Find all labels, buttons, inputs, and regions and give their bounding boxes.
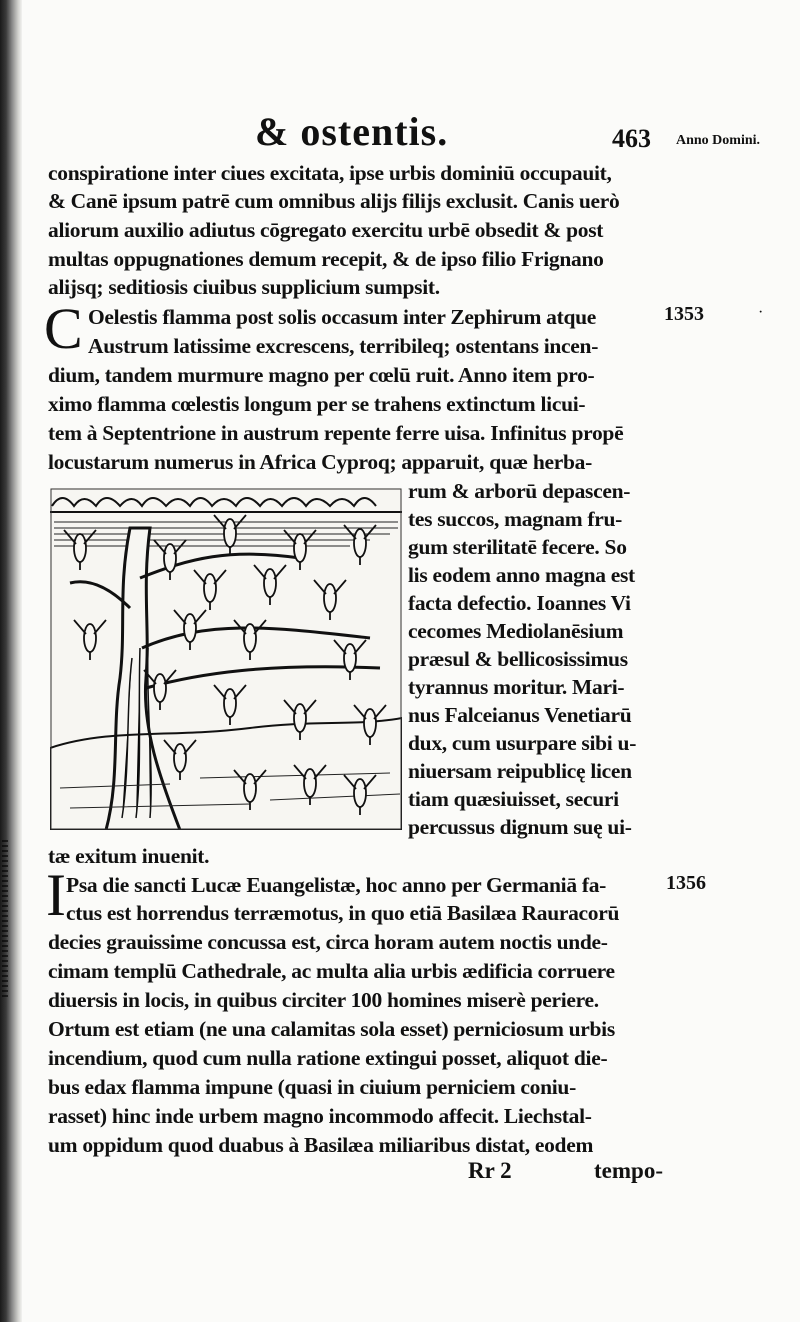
text-line: cimam templū Cathedrale, ac multa alia urbis ædificia corruere [48,959,615,983]
text-line: Ortum est etiam (ne una calamitas sola esset) perniciosum urbis [48,1017,615,1041]
text-line: tiam quæsiuisset, securi [408,787,619,811]
text-line: tes succos, magnam fru- [408,507,623,531]
text-line: facta defectio. Ioannes Vi [408,591,631,615]
text-line: diuersis in locis, in quibus circiter 100 homines miserè periere. [48,988,599,1012]
text-line: Oelestis flamma post solis occasum inter Zephirum atque [88,305,597,329]
text-line: dux, cum usurpare sibi u- [408,731,637,755]
text-line: percussus dignum suę ui- [408,815,632,839]
text-line: dium, tandem murmure magno per cœlū ruit. Anno item pro- [48,363,595,387]
text-line: multas oppugnationes demum recepit, & de ipso filio Frignano [48,247,604,271]
text-line: rum & arborū depascen- [408,479,631,503]
margin-year-1353: 1353 [664,303,704,325]
text-line: cecomes Mediolanēsium [408,619,624,643]
margin-heading-anno-domini: Anno Domini. [676,133,761,148]
text-line: conspiratione inter ciues excitata, ipse urbis dominiū occupauit, [48,161,612,185]
text-line: alijsq; seditiosis ciuibus supplicium sumpsit. [48,275,440,299]
drop-cap-c: C [44,296,83,361]
text-line: tæ exitum inuenit. [48,844,210,868]
text-line: præsul & bellicosissimus [408,647,628,671]
margin-year-1356: 1356 [666,872,706,894]
text-line: niuersam reipublicę licen [408,759,632,783]
binding-stitch-marks [2,840,8,1000]
stray-ink-mark: · [758,304,764,321]
text-line: Austrum latissime excrescens, terribileq; ostentans incen- [88,334,599,358]
text-line: incendium, quod cum nulla ratione extingui posset, aliquot die- [48,1046,608,1070]
text-line: bus edax flamma impune (quasi in ciuium perniciem coniu- [48,1075,576,1099]
text-line: Psa die sancti Lucæ Euangelistæ, hoc anno per Germaniā fa- [66,873,607,897]
text-line: ximo flamma cœlestis longum per se trahens extinctum licui- [48,392,586,416]
text-line: rasset) hinc inde urbem magno incommodo affecit. Liechstal- [48,1104,592,1128]
text-line: um oppidum quod duabus à Basilæa miliaribus distat, eodem [48,1133,594,1157]
catchword: tempo- [594,1158,663,1183]
running-head-title: & ostentis. [255,109,449,154]
book-binding-edge [0,0,22,1322]
text-line: aliorum auxilio adiutus cōgregato exercitu urbē obsedit & post [48,218,604,242]
text-line: tyrannus moritur. Mari- [408,675,625,699]
text-line: nus Falceianus Venetiarū [408,703,632,727]
text-line: & Canē ipsum patrē cum omnibus alijs filijs exclusit. Canis uerò [48,189,620,213]
text-line: gum sterilitatē fecere. So [408,535,627,559]
text-line: decies grauissime concussa est, circa horam autem noctis unde- [48,930,608,954]
page-number: 463 [612,124,651,153]
text-line: tem à Septentrione in austrum repente ferre uisa. Infinitus propē [48,421,624,445]
locust-swarm-woodcut-icon [50,488,402,830]
text-line: lis eodem anno magna est [408,563,635,587]
drop-cap-i: I [46,862,66,928]
text-line: ctus est horrendus terræmotus, in quo etiā Basilæa Rauracorū [66,901,620,925]
text-line: locustarum numerus in Africa Cyproq; apparuit, quæ herba- [48,450,592,474]
signature-mark: Rr 2 [468,1158,512,1183]
